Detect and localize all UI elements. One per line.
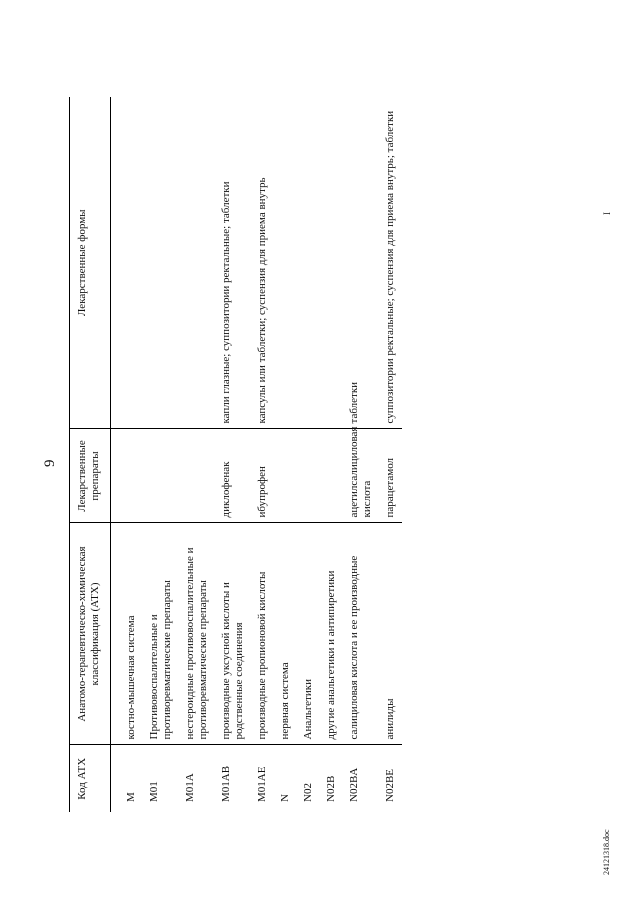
cell-drug: парацетамол (379, 429, 402, 523)
table-row (215, 97, 251, 812)
cell-class: производные пропионовой кислоты (251, 523, 274, 745)
cell-drug (143, 429, 179, 523)
table-row (179, 97, 215, 812)
cell-drug (320, 429, 343, 523)
header-forms: Лекарственные формы (70, 97, 111, 429)
cell-class: производные уксусной кислоты и родственные соединения (215, 523, 251, 745)
cell-form (143, 97, 179, 429)
cell-code: N02 (302, 783, 314, 802)
table-header-row (70, 97, 111, 812)
cell-code: M01AE (256, 766, 268, 802)
table-row (251, 97, 274, 812)
atc-table (69, 97, 402, 812)
table-row (320, 97, 343, 812)
cell-class: нестероидные противовоспалительные и противоревматические препараты (179, 523, 215, 745)
cell-drug (179, 429, 215, 523)
header-classification: Анатомо-терапевтическо-химическая классификация (АТХ) (70, 523, 111, 745)
cell-drug: ацетилсалициловая кислота (343, 429, 379, 523)
cell-drug: диклофенак (215, 429, 251, 523)
table-row (274, 97, 297, 812)
table-row (143, 97, 179, 812)
cell-form: капсулы или таблетки; суспензия для приема внутрь (251, 97, 274, 429)
cell-drug (297, 429, 320, 523)
cell-form (274, 97, 297, 429)
cell-code: M (125, 792, 137, 802)
cell-form: таблетки (343, 97, 379, 429)
header-code: Код АТХ (70, 745, 111, 812)
table-row (111, 97, 144, 812)
cell-drug (274, 429, 297, 523)
cell-class: салициловая кислота и ее производные (343, 523, 379, 745)
table-row (343, 97, 379, 812)
table-row (297, 97, 320, 812)
cell-drug: ибупрофен (251, 429, 274, 523)
cell-code: N (279, 794, 291, 802)
cell-form: суппозитории ректальные; суспензия для приема внутрь; таблетки (379, 97, 402, 429)
cell-drug (111, 429, 144, 523)
cell-form (111, 97, 144, 429)
cell-form: капли глазные; суппозитории ректальные; таблетки (215, 97, 251, 429)
cell-code: N02BE (384, 769, 396, 802)
cell-form (320, 97, 343, 429)
cell-code: N02B (325, 775, 337, 802)
footer-filename: 24121318.doc (602, 829, 611, 875)
table-row (379, 97, 402, 812)
cell-class: костно-мышечная система (111, 523, 144, 745)
cell-form (297, 97, 320, 429)
cell-class: другие анальгетики и антипиретики (320, 523, 343, 745)
cell-class: анилиды (379, 523, 402, 745)
header-drugs: Лекарственные препараты (70, 429, 111, 523)
cell-code: N02BA (348, 767, 360, 802)
page-number: 9 (42, 459, 58, 467)
cell-class: нервная система (274, 523, 297, 745)
cell-code: M01 (148, 781, 160, 802)
cell-class: Анальгетики (297, 523, 320, 745)
cell-code: M01A (184, 773, 196, 802)
cell-class: Противовоспалительные и противоревматические препараты (143, 523, 179, 745)
page-mark: I (602, 212, 612, 215)
cell-form (179, 97, 215, 429)
cell-code: M01AB (220, 765, 232, 802)
